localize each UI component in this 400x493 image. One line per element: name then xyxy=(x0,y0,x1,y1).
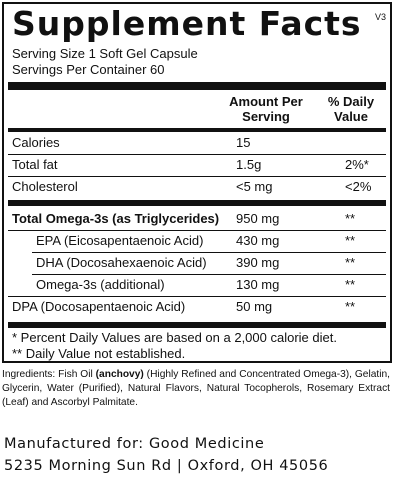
section-rule xyxy=(8,200,386,206)
manufacturer-address: 5235 Morning Sun Rd | Oxford, OH 45056 xyxy=(4,458,329,474)
row-divider xyxy=(8,176,386,177)
nutrient-amount: 15 xyxy=(236,135,251,150)
row-divider xyxy=(8,154,386,155)
nutrient-amount: 1.5g xyxy=(236,157,262,172)
nutrient-amount: 130 mg xyxy=(236,277,280,292)
nutrient-row-total-fat xyxy=(8,156,386,174)
nutrient-row-omega-3s-additional xyxy=(8,276,386,294)
nutrient-row-dha xyxy=(8,254,386,272)
daily-value-header: % Daily Value xyxy=(327,94,375,124)
row-divider xyxy=(32,274,386,275)
nutrient-name: Cholesterol xyxy=(12,179,78,194)
header-rule xyxy=(8,128,386,132)
nutrient-row-total-omega-3s xyxy=(8,210,386,228)
nutrient-dv: 2%* xyxy=(345,157,369,172)
nutrient-dv: ** xyxy=(345,211,356,226)
version-label: V3 xyxy=(374,12,386,22)
ingredients-prefix: Ingredients: Fish Oil xyxy=(2,369,96,380)
nutrient-row-epa xyxy=(8,232,386,250)
servings-per-container: Servings Per Container 60 xyxy=(12,62,165,77)
nutrient-dv: ** xyxy=(345,299,356,314)
row-divider xyxy=(8,230,386,231)
amount-header: Amount Per Serving xyxy=(229,94,303,124)
row-divider xyxy=(32,252,386,253)
serving-size: Serving Size 1 Soft Gel Capsule xyxy=(12,46,198,61)
nutrient-row-calories xyxy=(8,134,386,152)
nutrient-amount: 390 mg xyxy=(236,255,280,270)
nutrient-name: DHA (Docosahexaenoic Acid) xyxy=(36,255,207,270)
nutrient-amount: 950 mg xyxy=(236,211,280,226)
nutrient-dv: ** xyxy=(345,277,356,292)
nutrient-row-cholesterol xyxy=(8,178,386,196)
nutrient-amount: 430 mg xyxy=(236,233,280,248)
thick-rule xyxy=(8,82,386,90)
nutrient-row-dpa xyxy=(8,298,386,316)
supplement-facts-panel xyxy=(2,2,392,363)
panel-title: Supplement Facts xyxy=(12,4,362,43)
ingredients-allergen: (anchovy) xyxy=(95,369,144,380)
footnote-dv-not-established: ** Daily Value not established. xyxy=(12,346,186,361)
manufacturer-line: Manufactured for: Good Medicine xyxy=(4,436,265,452)
nutrient-amount: <5 mg xyxy=(236,179,273,194)
nutrient-amount: 50 mg xyxy=(236,299,273,314)
nutrient-name: Calories xyxy=(12,135,60,150)
nutrient-name: Total Omega-3s (as Triglycerides) xyxy=(12,211,220,226)
row-divider xyxy=(8,296,386,297)
ingredients-text xyxy=(2,368,390,409)
nutrient-name: Omega-3s (additional) xyxy=(36,277,165,292)
nutrient-dv: <2% xyxy=(345,179,372,194)
footnote-percent-dv: * Percent Daily Values are based on a 2,000 calorie diet. xyxy=(12,330,337,345)
nutrient-name: DPA (Docosapentaenoic Acid) xyxy=(12,299,186,314)
footer-rule xyxy=(8,322,386,328)
nutrient-dv: ** xyxy=(345,255,356,270)
nutrient-name: EPA (Eicosapentaenoic Acid) xyxy=(36,233,204,248)
nutrient-name: Total fat xyxy=(12,157,58,172)
nutrient-dv: ** xyxy=(345,233,356,248)
ingredients-suffix: (Highly Refined and Concentrated Omega-3), Gelatin, Glycerin, Water (Purified), Natural Flavors, Natural Tocopherols, Rosemary Extract (Leaf) and Ascorbyl Palmitate. xyxy=(2,369,390,408)
